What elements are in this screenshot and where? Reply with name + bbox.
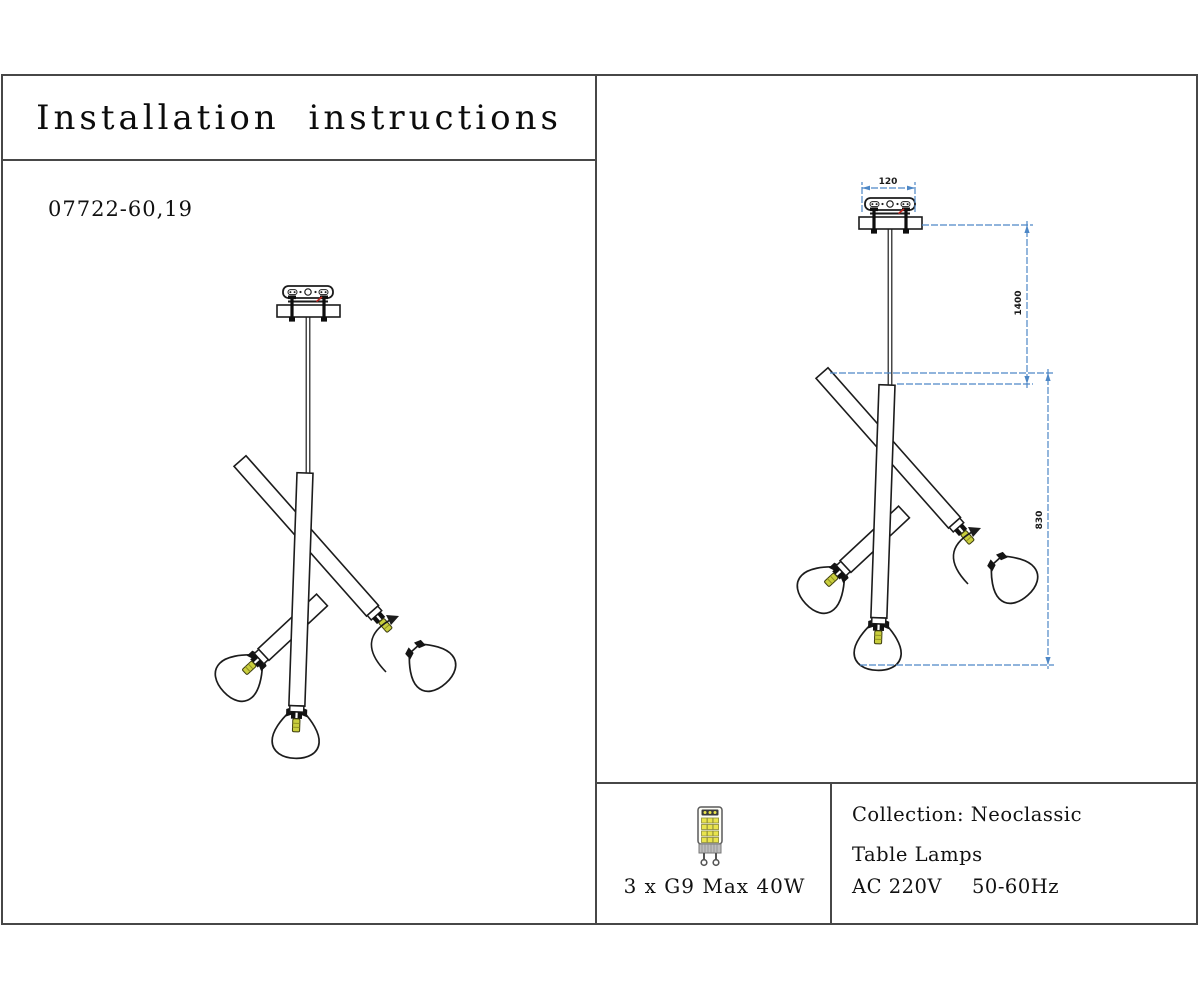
dimension-canopy-width: 120 xyxy=(878,177,898,187)
dimension-fixture-height: 830 xyxy=(1035,510,1045,530)
voltage-label: AC 220V xyxy=(852,875,943,898)
collection-label: Collection: Neoclassic xyxy=(852,803,1083,826)
lamp-drawing-overview xyxy=(208,286,464,759)
lamp-drawing-dimensioned xyxy=(790,177,1054,671)
power-rating-label xyxy=(852,875,1059,898)
bulb-spec-label: 3 x G9 Max 40W xyxy=(623,874,806,898)
model-number: 07722-60,19 xyxy=(48,197,194,221)
g9-bulb-icon xyxy=(698,807,722,865)
category-label: Table Lamps xyxy=(852,843,983,866)
page-title: Installation instructions xyxy=(36,97,562,138)
frequency-label: 50-60Hz xyxy=(972,875,1060,898)
dimension-suspension-length: 1400 xyxy=(1014,290,1024,316)
